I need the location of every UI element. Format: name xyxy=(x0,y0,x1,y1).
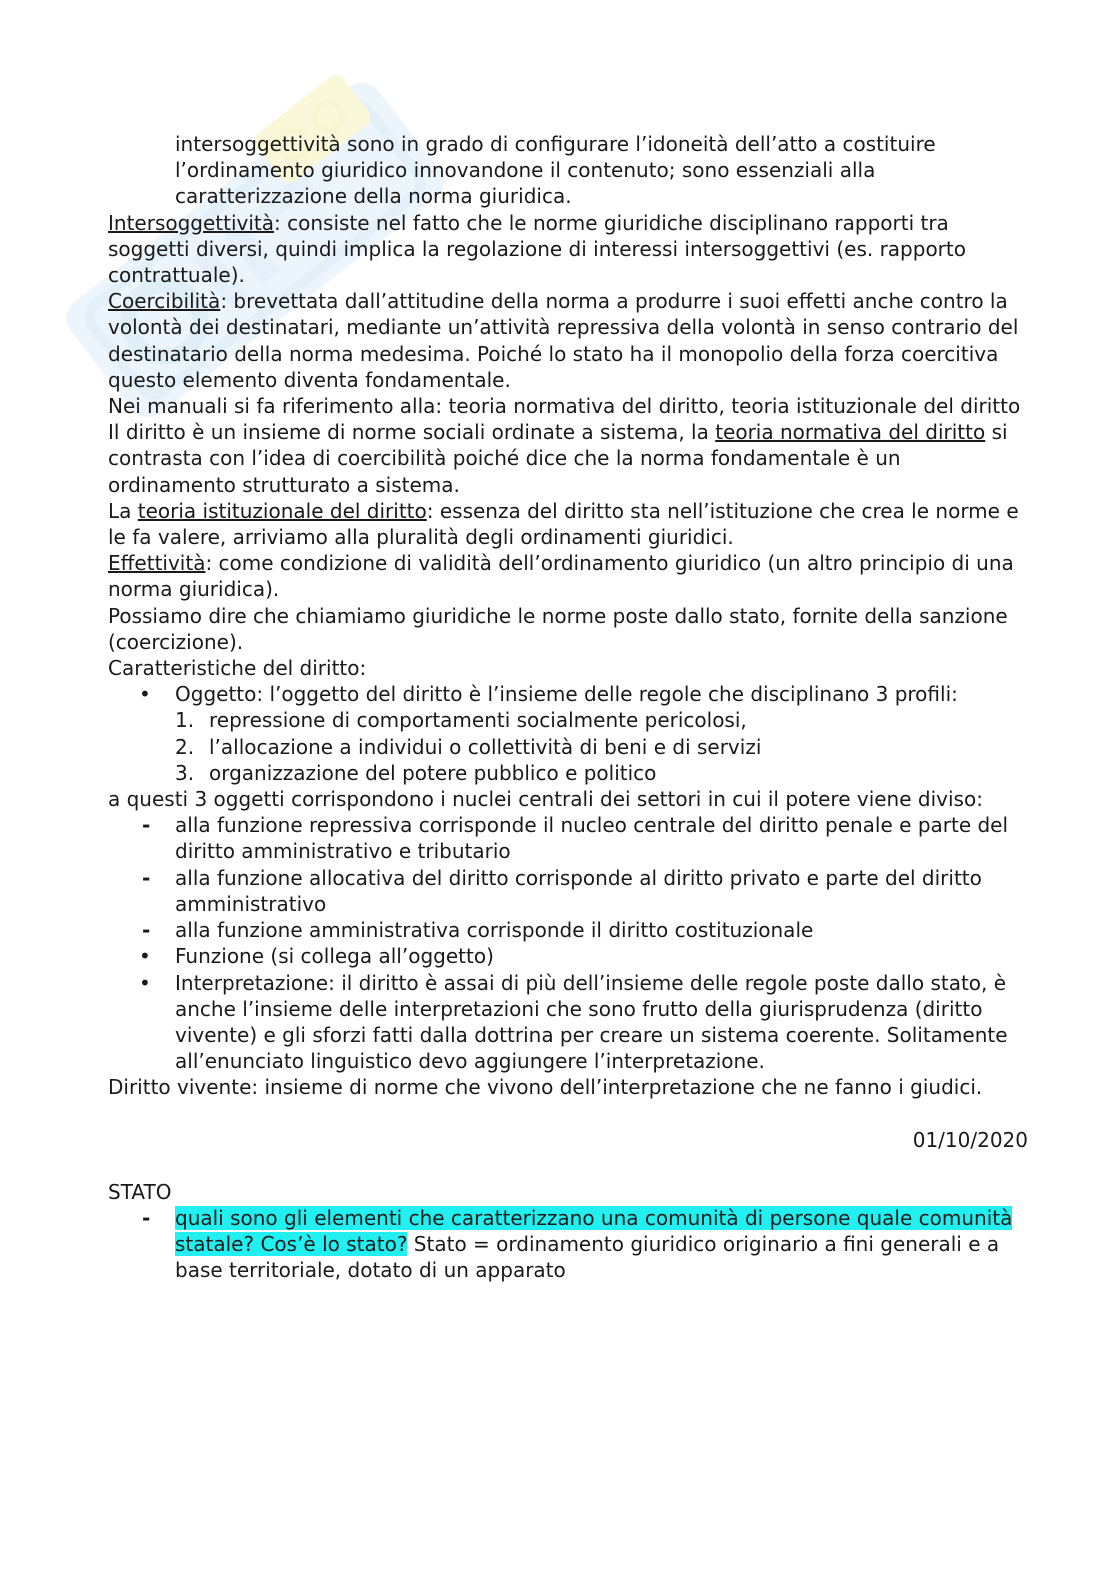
stato-list xyxy=(108,1205,1028,1284)
teoria-istituzionale-after: : essenza del diritto sta nell’istituzione che crea le norme e le fa valere, arriviamo alla pluralità degli ordinamenti giuridici. xyxy=(108,498,1019,550)
document-page xyxy=(108,131,1028,1284)
teoria-istituzionale-paragraph xyxy=(108,498,1028,550)
list-item: • Interpretazione: il diritto è assai di più dell’insieme delle regole poste dallo stato, è anche l’insieme delle interpretazioni che sono frutto della giurisprudenza (diritto vivente) e gli sforzi fatti dalla dottrina per creare un sistema coerente. Solitamente all’enunciato linguistico devo aggiungere l’interpretazione. xyxy=(108,970,1028,1075)
diritto-norme-after: si contrasta con l’idea di coercibilità poiché dice che la norma fondamentale è un ordinamento strutturato a sistema. xyxy=(108,420,1008,497)
highlighted-question: quali sono gli elementi che caratterizzano una comunità di persone quale comunità statale? Cos’è lo stato? xyxy=(175,1205,1013,1257)
list-item xyxy=(108,734,1028,760)
coercibilita-text: : brevettata dall’attitudine della norma a produrre i suoi effetti anche contro la volontà dei destinatari, mediante un’attività repressiva della volontà in senso contrario del destinatario della norma medesima. Poiché lo stato ha il monopolio della forza coercitiva questo elemento diventa fondamentale. xyxy=(108,289,1019,392)
teoria-normativa-term: teoria normativa del diritto xyxy=(715,420,986,445)
questi-oggetti-paragraph: a questi 3 oggetti corrispondono i nuclei centrali dei settori in cui il potere viene diviso: xyxy=(108,787,983,812)
teoria-istituzionale-term: teoria istituzionale del diritto xyxy=(137,498,427,523)
intersoggettivita-paragraph xyxy=(108,210,1028,289)
teoria-istituzionale-before: La xyxy=(108,498,138,523)
funzioni-list xyxy=(108,812,1028,943)
caratteristiche-heading: Caratteristiche del diritto: xyxy=(108,656,367,681)
stato-definition: Stato = ordinamento giuridico originario a fini generali e a base territoriale, dotato di un apparato xyxy=(175,1232,1000,1283)
manuali-paragraph: Nei manuali si fa riferimento alla: teoria normativa del diritto, teoria istituzionale del diritto xyxy=(108,394,1021,419)
profili-list xyxy=(108,707,1028,786)
list-item-text: organizzazione del potere pubblico e politico xyxy=(209,760,657,785)
list-item: • Funzione (si collega all’oggetto) xyxy=(108,943,1028,969)
list-item: - alla funzione amministrativa corrisponde il diritto costituzionale xyxy=(108,917,1028,943)
list-item xyxy=(108,1205,1028,1284)
list-number: 2. xyxy=(175,734,195,759)
list-item-text: l’allocazione a individui o collettività di beni e di servizi xyxy=(209,734,762,759)
effettivita-paragraph xyxy=(108,550,1028,602)
bullets-list xyxy=(108,943,1028,1074)
spacer xyxy=(108,1153,1028,1179)
intersoggettivita-text: : consiste nel fatto che le norme giuridiche disciplinano rapporti tra soggetti diversi, quindi implica la regolazione di interessi intersoggettivi (es. rapporto contrattuale). xyxy=(108,210,966,288)
list-item: - alla funzione allocativa del diritto corrisponde al diritto privato e parte del diritto amministrativo xyxy=(108,865,1028,917)
list-item-text: repressione di comportamenti socialmente pericolosi, xyxy=(209,708,747,733)
oggetto-list xyxy=(108,681,1028,707)
list-number: 1. xyxy=(175,708,195,733)
coercibilita-paragraph xyxy=(108,288,1028,393)
list-item: • Oggetto: l’oggetto del diritto è l’insieme delle regole che disciplinano 3 profili: xyxy=(108,681,1028,707)
list-number: 3. xyxy=(175,760,195,785)
list-item: - alla funzione repressiva corrisponde il nucleo centrale del diritto penale e parte del diritto amministrativo e tributario xyxy=(108,812,1028,864)
stato-heading: STATO xyxy=(108,1179,172,1204)
coercibilita-term: Coercibilità xyxy=(108,289,221,314)
effettivita-term: Effettività xyxy=(108,551,206,576)
possiamo-paragraph: Possiamo dire che chiamiamo giuridiche le norme poste dallo stato, fornite della sanzione (coercizione). xyxy=(108,603,1008,654)
diritto-vivente-paragraph: Diritto vivente: insieme di norme che vivono dell’interpretazione che ne fanno i giudici. xyxy=(108,1075,983,1100)
list-item xyxy=(108,760,1028,786)
intersoggettivita-term: Intersoggettività xyxy=(108,210,275,235)
diritto-norme-before: Il diritto è un insieme di norme sociali ordinate a sistema, la xyxy=(108,420,716,445)
date-label: 01/10/2020 xyxy=(912,1127,1028,1152)
diritto-norme-paragraph xyxy=(108,419,1028,498)
effettivita-text: : come condizione di validità dell’ordinamento giuridico (un altro principio di una norma giuridica). xyxy=(108,551,1014,602)
list-item xyxy=(108,707,1028,733)
continuation-paragraph: intersoggettività sono in grado di configurare l’idoneità dell’atto a costituire l’ordinamento giuridico innovandone il contenuto; sono essenziali alla caratterizzazione della norma giuridica. xyxy=(175,132,936,209)
